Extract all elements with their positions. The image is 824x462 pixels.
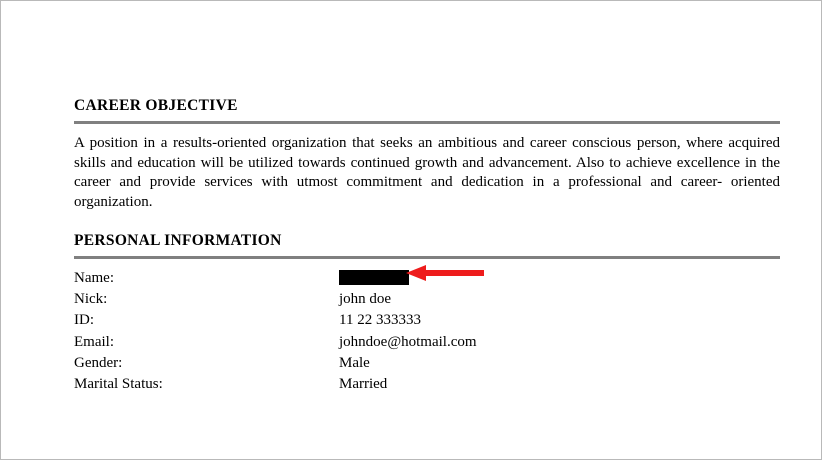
info-label-id: ID: — [74, 312, 94, 329]
section-personal-information — [74, 232, 780, 396]
table-row — [74, 354, 780, 375]
section-divider-career-objective — [74, 121, 780, 124]
section-heading-career-objective: CAREER OBJECTIVE — [74, 97, 238, 114]
table-row — [74, 269, 780, 290]
info-label-marital-status: Marital Status: — [74, 375, 163, 392]
info-value-gender: Male — [339, 354, 370, 371]
table-row — [74, 375, 780, 396]
info-value-name — [339, 269, 780, 290]
info-value-id: 11 22 333333 — [339, 312, 421, 329]
info-value-marital-status: Married — [339, 375, 388, 392]
info-value-email: johndoe@hotmail.com — [339, 333, 477, 350]
info-label-email: Email: — [74, 333, 114, 350]
table-row — [74, 290, 780, 311]
section-heading-personal-information: PERSONAL INFORMATION — [74, 232, 282, 249]
document-body — [74, 97, 780, 396]
table-row — [74, 333, 780, 354]
info-label-name: Name: — [74, 270, 114, 286]
table-row — [74, 311, 780, 332]
section-divider-personal-information — [74, 256, 780, 259]
personal-information-table — [74, 269, 780, 396]
career-objective-paragraph: A position in a results-oriented organization that seeks an ambitious and career conscious person, where acquired skills and education will be utilized towards continued growth and advancement. Also to achieve excellence in the career and provide services with utmost commitment and dedication in a professional and career- oriented organization. — [74, 135, 780, 210]
info-label-nick: Nick: — [74, 291, 108, 308]
section-career-objective — [74, 97, 780, 212]
section-spacer — [74, 212, 780, 228]
info-value-nick: john doe — [339, 291, 392, 308]
info-label-gender: Gender: — [74, 354, 123, 371]
redaction-bar — [339, 270, 409, 285]
